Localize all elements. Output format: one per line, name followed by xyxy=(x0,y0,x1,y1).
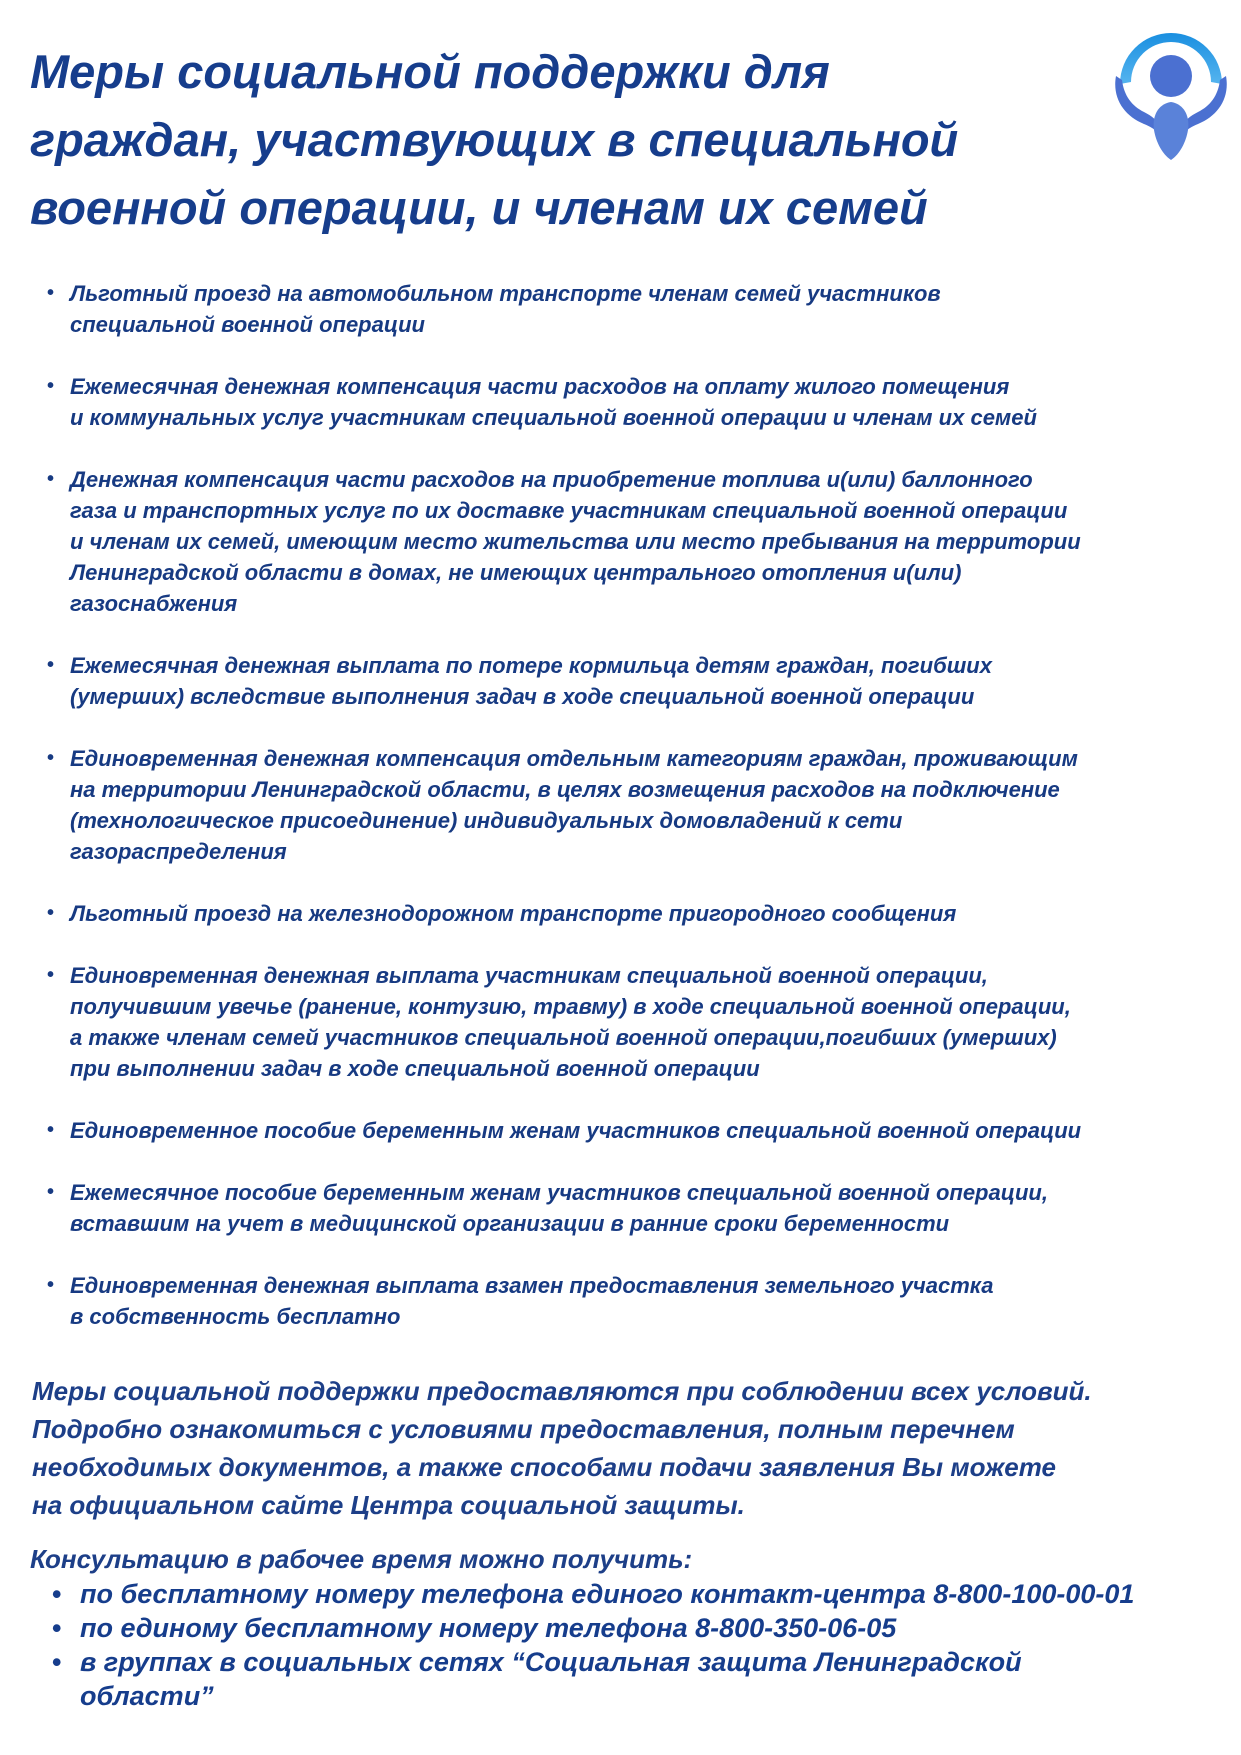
contact-item: • по единому бесплатному номеру телефона 8-800-350-06-05 xyxy=(52,1613,897,1643)
measures-list xyxy=(42,278,1227,1363)
bullet-icon: • xyxy=(47,282,55,304)
bullet-icon: • xyxy=(52,1579,62,1609)
figure-body xyxy=(1154,102,1189,160)
bullet-icon: • xyxy=(47,654,55,676)
conditions-note xyxy=(32,1372,1222,1524)
note-line: необходимых документов, а также способами подачи заявления Вы можете xyxy=(32,1452,1056,1482)
list-item: • Единовременная денежная компенсация отдельным категориям граждан, проживающим на территории Ленинградской области, в целях возмещения расходов на подключение (технологическое присоединение) индивидуальных домовладений к сети газораспределения xyxy=(42,743,1227,867)
list-item: • Ежемесячная денежная выплата по потере кормильца детям граждан, погибших (умерших) вследствие выполнения задач в ходе специальной военной операции xyxy=(42,650,1227,712)
contacts-list xyxy=(52,1577,1232,1713)
bullet-icon: • xyxy=(47,1274,55,1296)
bullet-icon: • xyxy=(47,375,55,397)
list-item: • Ежемесячная денежная компенсация части расходов на оплату жилого помещения и коммунальных услуг участникам специальной военной операции и членам их семей xyxy=(42,371,1227,433)
bullet-icon: • xyxy=(47,1119,55,1141)
bullet-icon: • xyxy=(47,468,55,490)
bullet-icon: • xyxy=(47,1181,55,1203)
list-item: • Ежемесячное пособие беременным женам участников специальной военной операции, вставшим на учет в медицинской организации в ранние сроки беременности xyxy=(42,1177,1227,1239)
bullet-icon: • xyxy=(47,902,55,924)
title-line: граждан, участвующих в специальной xyxy=(30,113,959,166)
note-line: на официальном сайте Центра социальной защиты. xyxy=(32,1490,745,1520)
bullet-icon: • xyxy=(47,747,55,769)
list-item: • Единовременное пособие беременным женам участников специальной военной операции xyxy=(42,1115,1227,1146)
list-item: • Единовременная денежная выплата взамен предоставления земельного участка в собственность бесплатно xyxy=(42,1270,1227,1332)
figure-head xyxy=(1150,55,1192,97)
contact-item: • в группах в социальных сетях “Социальная защита Ленинградской области” xyxy=(52,1647,1022,1711)
list-item: • Денежная компенсация части расходов на приобретение топлива и(или) баллонного газа и транспортных услуг по их доставке участникам специальной военной операции и членам их семей, имеющим место жительства или место пребывания на территории Ленинградской области в домах, не имеющих центрального отопления и(или) газоснабжения xyxy=(42,464,1227,619)
note-line: Подробно ознакомиться с условиями предоставления, полным перечнем xyxy=(32,1414,1015,1444)
list-item: • Единовременная денежная выплата участникам специальной военной операции, получившим увечье (ранение, контузию, травму) в ходе специальной военной операции, а также членам семей участников специальной военной операции,погибших (умерших) при выполнении задач в ходе специальной военной операции xyxy=(42,960,1227,1084)
page-title xyxy=(30,38,1090,242)
list-item: • Льготный проезд на автомобильном транспорте членам семей участников специальной военной операции xyxy=(42,278,1227,340)
title-line: Меры социальной поддержки для xyxy=(30,45,830,98)
note-line: Меры социальной поддержки предоставляются при соблюдении всех условий. xyxy=(32,1376,1092,1406)
bullet-icon: • xyxy=(52,1613,62,1643)
title-line: военной операции, и членам их семей xyxy=(30,181,928,234)
contact-item: • по бесплатному номеру телефона единого контакт-центра 8-800-100-00-01 xyxy=(52,1579,1135,1609)
bullet-icon: • xyxy=(52,1647,62,1677)
list-item: • Льготный проезд на железнодорожном транспорте пригородного сообщения xyxy=(42,898,1227,929)
hands-holding-person-logo xyxy=(1108,18,1234,162)
consultation-heading: Консультацию в рабочее время можно получить: xyxy=(30,1544,693,1574)
bullet-icon: • xyxy=(47,964,55,986)
